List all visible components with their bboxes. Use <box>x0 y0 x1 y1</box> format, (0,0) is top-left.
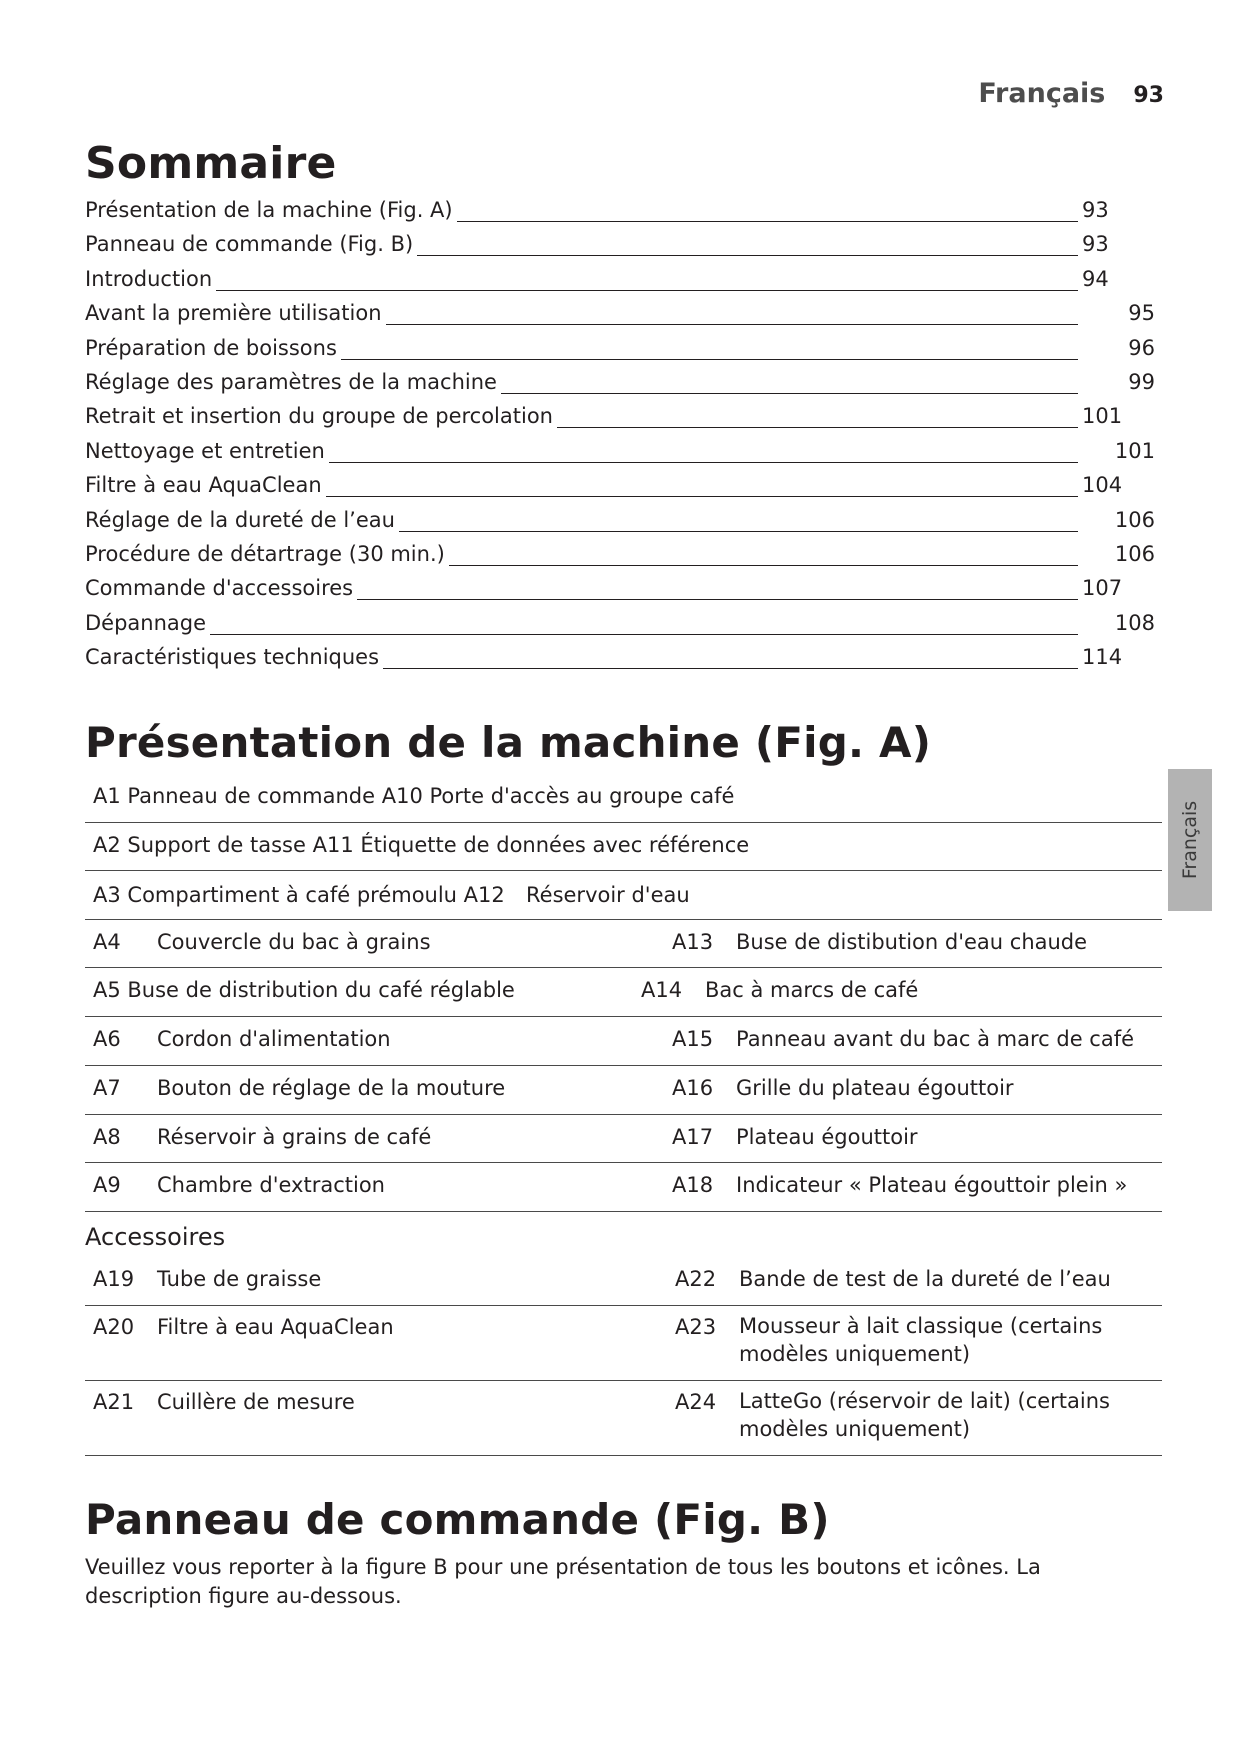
toc-entry-label: Panneau de commande (Fig. B) <box>85 232 417 256</box>
control-panel-title: Panneau de commande (Fig. B) <box>85 1495 830 1544</box>
toc-entry-page: 93 <box>1082 232 1109 257</box>
toc-entry-label: Filtre à eau AquaClean <box>85 473 326 497</box>
header-language: Français <box>978 78 1106 109</box>
part-label: Buse de distibution d'eau chaude <box>736 930 1088 954</box>
toc-entry[interactable] <box>85 265 1155 299</box>
toc-entry-label: Introduction <box>85 267 216 291</box>
part-label: Bac à marcs de café <box>705 978 919 1002</box>
control-panel-text: Veuillez vous reporter à la figure B pour une présentation de tous les boutons et icônes. La description figure au-dessous. <box>85 1555 1041 1608</box>
toc-entry-page: 108 <box>1114 610 1155 635</box>
toc-entry[interactable] <box>85 506 1155 540</box>
toc-entry-page: 96 <box>1128 335 1155 360</box>
toc-entry-page: 101 <box>1082 404 1123 429</box>
part-label: Grille du plateau égouttoir <box>736 1076 1014 1100</box>
part-label: Mousseur à lait classique (certains modèles uniquement) <box>739 1314 1103 1366</box>
side-tab-label: Français <box>1179 800 1201 880</box>
table-row <box>85 1381 1162 1456</box>
toc-entry-label: Caractéristiques techniques <box>85 645 383 669</box>
toc-entry[interactable] <box>85 437 1155 471</box>
toc-entry-page: 93 <box>1082 198 1109 222</box>
part-label: Cuillère de mesure <box>157 1390 355 1414</box>
part-label: Panneau avant du bac à marc de café <box>736 1027 1135 1051</box>
part-code: A23 <box>675 1315 717 1339</box>
row-text: A2 Support de tasse A11 Étiquette de données avec référence <box>93 833 750 857</box>
page-header <box>978 78 1164 109</box>
part-code: A9 <box>93 1173 121 1197</box>
part-code: A16 <box>672 1076 714 1100</box>
table-row <box>85 1115 1162 1163</box>
table-row <box>85 968 1162 1017</box>
part-code: A6 <box>93 1027 121 1051</box>
toc-entry-page: 101 <box>1114 438 1155 463</box>
row-extra-label: Réservoir d'eau <box>526 883 690 907</box>
accessories-title: Accessoires <box>85 1223 226 1251</box>
table-row <box>85 774 1162 823</box>
part-label: Bande de test de la dureté de l’eau <box>739 1267 1111 1291</box>
row-text: A3 Compartiment à café prémoulu A12 <box>93 883 505 907</box>
toc-entry-label: Préparation de boissons <box>85 336 341 360</box>
part-label: Tube de graisse <box>157 1267 322 1291</box>
table-row <box>85 920 1162 968</box>
toc-entry[interactable] <box>85 196 1155 230</box>
part-label: Cordon d'alimentation <box>157 1027 391 1051</box>
part-label: Chambre d'extraction <box>157 1173 385 1197</box>
part-code: A18 <box>672 1173 714 1197</box>
leader-line <box>85 290 1078 291</box>
part-code: A21 <box>93 1390 135 1414</box>
toc-entry[interactable] <box>85 230 1155 264</box>
row-text: A1 Panneau de commande A10 Porte d'accès au groupe café <box>93 784 735 808</box>
toc-entry[interactable] <box>85 368 1155 402</box>
accessories-table <box>85 1258 1162 1456</box>
part-code: A7 <box>93 1076 121 1100</box>
part-code: A24 <box>675 1390 717 1414</box>
toc-entry-label: Commande d'accessoires <box>85 576 357 600</box>
toc-entry-page: 94 <box>1082 266 1109 291</box>
toc-entry-label: Avant la première utilisation <box>85 301 386 325</box>
machine-parts-table <box>85 774 1162 1212</box>
table-row <box>85 871 1162 920</box>
toc-entry-page: 95 <box>1128 301 1155 326</box>
part-label: Couvercle du bac à grains <box>157 930 431 954</box>
part-code: A4 <box>93 930 121 954</box>
toc-entry-label: Nettoyage et entretien <box>85 439 329 463</box>
row-text: A5 Buse de distribution du café réglable <box>93 978 515 1002</box>
toc-entry-label: Retrait et insertion du groupe de percolation <box>85 404 557 428</box>
toc-title: Sommaire <box>85 138 337 189</box>
part-label: LatteGo (réservoir de lait) (certains modèles uniquement) <box>739 1389 1110 1441</box>
toc-entry[interactable] <box>85 609 1155 643</box>
part-label: Bouton de réglage de la mouture <box>157 1076 506 1100</box>
toc-entry-label: Présentation de la machine (Fig. A) <box>85 198 457 222</box>
part-code: A20 <box>93 1315 135 1339</box>
table-row <box>85 1258 1162 1306</box>
toc-entry-page: 99 <box>1128 369 1155 394</box>
toc-entry-label: Dépannage <box>85 611 210 635</box>
toc-entry[interactable] <box>85 471 1155 505</box>
toc-entry[interactable] <box>85 402 1155 436</box>
toc-entry-label: Réglage des paramètres de la machine <box>85 370 501 394</box>
part-code: A8 <box>93 1125 121 1149</box>
page-number: 93 <box>1133 83 1164 108</box>
toc-entry-page: 114 <box>1082 645 1123 670</box>
toc-entry-page: 106 <box>1114 507 1155 532</box>
language-side-tab <box>1168 769 1212 911</box>
part-code: A19 <box>93 1267 135 1291</box>
table-of-contents <box>85 196 1155 677</box>
toc-entry-page: 106 <box>1114 541 1155 566</box>
table-row <box>85 1163 1162 1212</box>
toc-entry-page: 104 <box>1082 473 1123 498</box>
part-code: A17 <box>672 1125 714 1149</box>
table-row <box>85 1066 1162 1115</box>
part-code: A13 <box>672 930 714 954</box>
part-code: A14 <box>641 978 683 1002</box>
toc-entry[interactable] <box>85 574 1155 608</box>
leader-line <box>85 634 1078 635</box>
toc-entry-label: Procédure de détartrage (30 min.) <box>85 542 449 566</box>
part-label: Filtre à eau AquaClean <box>157 1315 394 1339</box>
toc-entry[interactable] <box>85 540 1155 574</box>
part-label: Réservoir à grains de café <box>157 1125 432 1149</box>
toc-entry[interactable] <box>85 334 1155 368</box>
part-label: Indicateur « Plateau égouttoir plein » <box>736 1173 1128 1197</box>
toc-entry[interactable] <box>85 643 1155 677</box>
toc-entry-label: Réglage de la dureté de l’eau <box>85 508 399 532</box>
table-row <box>85 1017 1162 1066</box>
table-row <box>85 1306 1162 1381</box>
toc-entry[interactable] <box>85 299 1155 333</box>
table-row <box>85 823 1162 871</box>
part-label: Plateau égouttoir <box>736 1125 918 1149</box>
part-code: A15 <box>672 1027 714 1051</box>
presentation-title: Présentation de la machine (Fig. A) <box>85 718 932 767</box>
toc-entry-page: 107 <box>1082 576 1123 601</box>
part-code: A22 <box>675 1267 717 1291</box>
